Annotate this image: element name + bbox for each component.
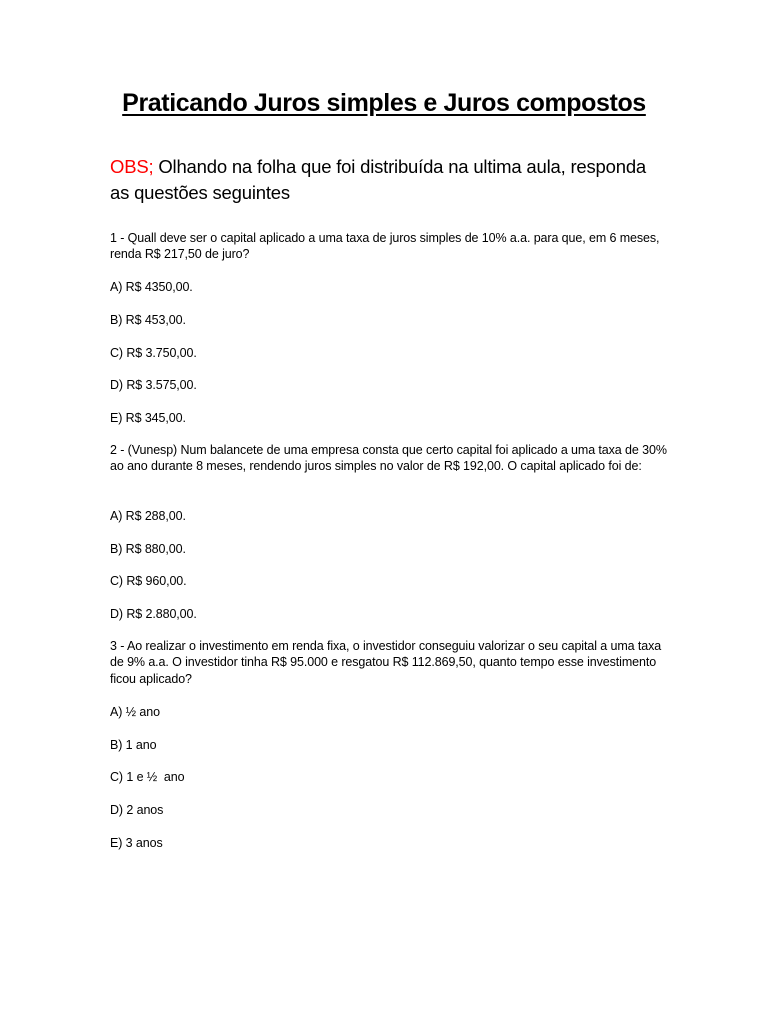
question-1-option-b: B) R$ 453,00. xyxy=(110,313,186,327)
question-1-option-c: C) R$ 3.750,00. xyxy=(110,346,197,360)
question-3-option-c: C) 1 e ½ ano xyxy=(110,770,185,784)
question-1-option-a: A) R$ 4350,00. xyxy=(110,280,193,294)
question-1-option-d: D) R$ 3.575,00. xyxy=(110,378,197,392)
page-title: Praticando Juros simples e Juros compostos xyxy=(122,89,646,117)
question-2-option-b: B) R$ 880,00. xyxy=(110,542,186,556)
question-2-option-a: A) R$ 288,00. xyxy=(110,509,186,523)
question-1-option-e: E) R$ 345,00. xyxy=(110,411,186,425)
question-3-option-d: D) 2 anos xyxy=(110,803,164,817)
question-2-option-c: C) R$ 960,00. xyxy=(110,574,187,588)
question-3-text: 3 - Ao realizar o investimento em renda fixa, o investidor conseguiu valorizar o seu capital a uma taxa de 9% a.a. O investidor tinha R$ 95.000 e resgatou R$ 112.869,50, quanto tempo esse investimento ficou aplicado? xyxy=(110,639,662,686)
obs-label: OBS; xyxy=(110,156,154,177)
obs-text: Olhando na folha que foi distribuída na ultima aula, responda as questões seguintes xyxy=(110,156,647,203)
question-2-text: 2 - (Vunesp) Num balancete de uma empresa consta que certo capital foi aplicado a uma taxa de 30% ao ano durante 8 meses, rendendo juros simples no valor de R$ 192,00. O capital aplicado foi de: xyxy=(110,443,667,474)
question-1-text: 1 - Quall deve ser o capital aplicado a uma taxa de juros simples de 10% a.a. para que, em 6 meses, renda R$ 217,50 de juro? xyxy=(110,231,660,262)
question-2-option-d: D) R$ 2.880,00. xyxy=(110,607,197,621)
question-3-option-a: A) ½ ano xyxy=(110,705,160,719)
question-3-option-e: E) 3 anos xyxy=(110,836,163,850)
obs-note xyxy=(110,154,670,206)
question-3-option-b: B) 1 ano xyxy=(110,738,157,752)
